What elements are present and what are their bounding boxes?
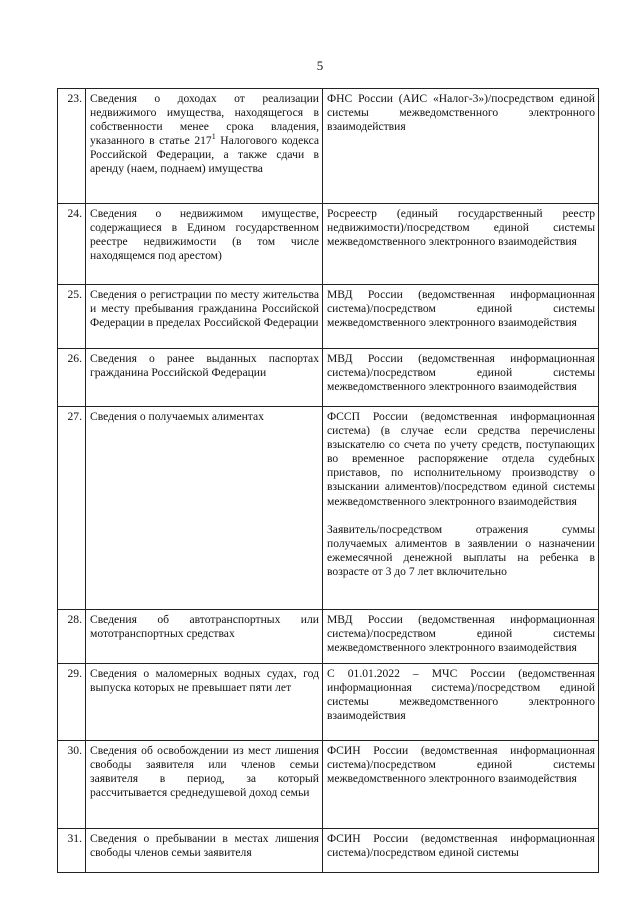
info-cell: Сведения о получаемых алиментах bbox=[86, 407, 323, 610]
info-cell: Сведения об освобождении из мест лишения свободы заявителя или членов семьи заявителя в период, за который рассчитывается среднедушевой доход семьи bbox=[86, 741, 323, 829]
row-number: 30. bbox=[58, 741, 86, 829]
source-cell: МВД России (ведомственная информационная система)/посредством единой системы межведомственного электронного взаимодействия bbox=[323, 285, 599, 349]
source-cell bbox=[323, 407, 599, 610]
table-row bbox=[58, 407, 599, 610]
table-row bbox=[58, 285, 599, 349]
table-row bbox=[58, 89, 599, 204]
row-number: 27. bbox=[58, 407, 86, 610]
info-cell: Сведения о ранее выданных паспортах гражданина Российской Федерации bbox=[86, 349, 323, 407]
info-cell: Сведения о недвижимом имуществе, содержащиеся в Едином государственном реестре недвижимости (в том числе находящемся под арестом) bbox=[86, 204, 323, 285]
source-cell: С 01.01.2022 – МЧС России (ведомственная информационная система)/посредством единой системы межведомственного электронного взаимодействия bbox=[323, 664, 599, 741]
table-row bbox=[58, 829, 599, 873]
info-cell: Сведения о маломерных водных судах, год выпуска которых не превышает пяти лет bbox=[86, 664, 323, 741]
source-cell: Росреестр (единый государственный реестр недвижимости)/посредством единой системы межведомственного электронного взаимодействия bbox=[323, 204, 599, 285]
table-row bbox=[58, 349, 599, 407]
table-row bbox=[58, 610, 599, 664]
info-text: Налогового кодекса Российской Федерации, а также сдачи в аренду (наем, поднаем) имущества bbox=[90, 134, 320, 176]
row-number: 28. bbox=[58, 610, 86, 664]
source-text: ФССП России (ведомственная информационная система) (в случае если средства перечислены взыскателю со счета по учету средств, поступающих во временное распоряжение отдела судебных приставов, по исполнительному производству о взыскании алиментов)/посредством единой системы межведомственного электронного взаимодействия bbox=[327, 410, 595, 508]
row-number: 23. bbox=[58, 89, 86, 204]
info-cell: Сведения об автотранспортных или мототранспортных средствах bbox=[86, 610, 323, 664]
row-number: 26. bbox=[58, 349, 86, 407]
article-superscript: 1 bbox=[211, 132, 216, 142]
row-number: 24. bbox=[58, 204, 86, 285]
info-text: Сведения о доходах от реализации недвижимого имущества, находящегося в собственности менее срока владения, указанного в статье 217 bbox=[90, 92, 319, 148]
table-row bbox=[58, 204, 599, 285]
info-cell: Сведения о пребывании в местах лишения свободы членов семьи заявителя bbox=[86, 829, 323, 873]
source-cell: ФСИН России (ведомственная информационная система)/посредством единой системы межведомственного электронного взаимодействия bbox=[323, 741, 599, 829]
info-cell bbox=[86, 89, 323, 204]
row-number: 31. bbox=[58, 829, 86, 873]
page-number: 5 bbox=[316, 58, 324, 73]
table-row bbox=[58, 741, 599, 829]
row-number: 25. bbox=[58, 285, 86, 349]
source-cell: МВД России (ведомственная информационная система)/посредством единой системы межведомственного электронного взаимодействия bbox=[323, 610, 599, 664]
source-text-alternative: Заявитель/посредством отражения суммы получаемых алиментов в заявлении о назначении ежемесячной денежной выплаты на ребенка в возрасте от 3 до 7 лет включительно bbox=[327, 522, 595, 578]
source-cell: ФСИН России (ведомственная информационная система)/посредством единой системы bbox=[323, 829, 599, 873]
data-sources-table bbox=[57, 88, 599, 873]
table-row bbox=[58, 664, 599, 741]
source-cell: МВД России (ведомственная информационная система)/посредством единой системы межведомственного электронного взаимодействия bbox=[323, 349, 599, 407]
row-number: 29. bbox=[58, 664, 86, 741]
source-cell: ФНС России (АИС «Налог-3»)/посредством единой системы межведомственного электронного взаимодействия bbox=[323, 89, 599, 204]
info-cell: Сведения о регистрации по месту жительства и месту пребывания гражданина Российской Федерации в пределах Российской Федерации bbox=[86, 285, 323, 349]
